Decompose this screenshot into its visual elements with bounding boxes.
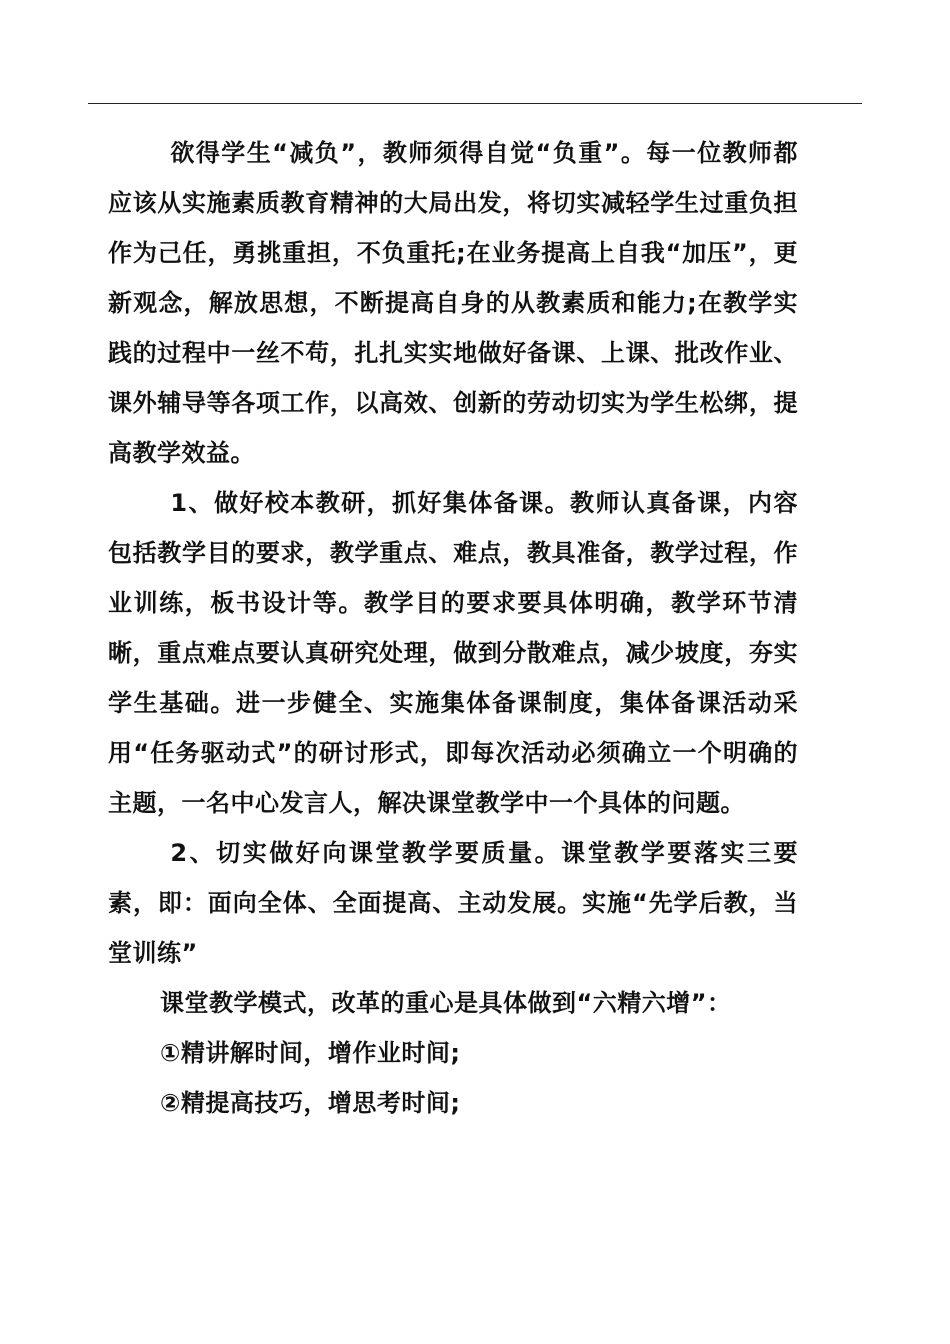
paragraph-item-2: 2、切实做好向课堂教学要质量。课堂教学要落实三要素，即：面向全体、全面提高、主动发展。实施“先学后教，当堂训练” bbox=[108, 839, 798, 967]
paragraph-intro: 欲得学生“减负”，教师须得自觉“负重”。每一位教师都应该从实施素质教育精神的大局出发，将切实减轻学生过重负担作为己任，勇挑重担，不负重托;在业务提高上自我“加压”，更新观念，解放思想，不断提高自身的从教素质和能力;在教学实践的过程中一丝不苟，扎扎实实地做好备课、上课、批改作业、课外辅导等各项工作，以高效、创新的劳动切实为学生松绑，提高教学效益。 bbox=[108, 139, 798, 467]
header-rule bbox=[88, 103, 862, 104]
line-point-1: ①精讲解时间，增作业时间; bbox=[160, 1039, 461, 1067]
document-body bbox=[108, 128, 798, 1128]
line-point-2: ②精提高技巧，增思考时间; bbox=[160, 1089, 461, 1117]
paragraph-item-1: 1、做好校本教研，抓好集体备课。教师认真备课，内容包括教学目的要求，教学重点、难点，教具准备，教学过程，作业训练，板书设计等。教学目的要求要具体明确，教学环节清晰，重点难点要认真研究处理，做到分散难点，减少坡度，夯实学生基础。进一步健全、实施集体备课制度，集体备课活动采用“任务驱动式”的研讨形式，即每次活动必须确立一个明确的主题，一名中心发言人，解决课堂教学中一个具体的问题。 bbox=[108, 489, 798, 817]
line-teaching-mode: 课堂教学模式，改革的重心是具体做到“六精六增”： bbox=[160, 989, 732, 1017]
